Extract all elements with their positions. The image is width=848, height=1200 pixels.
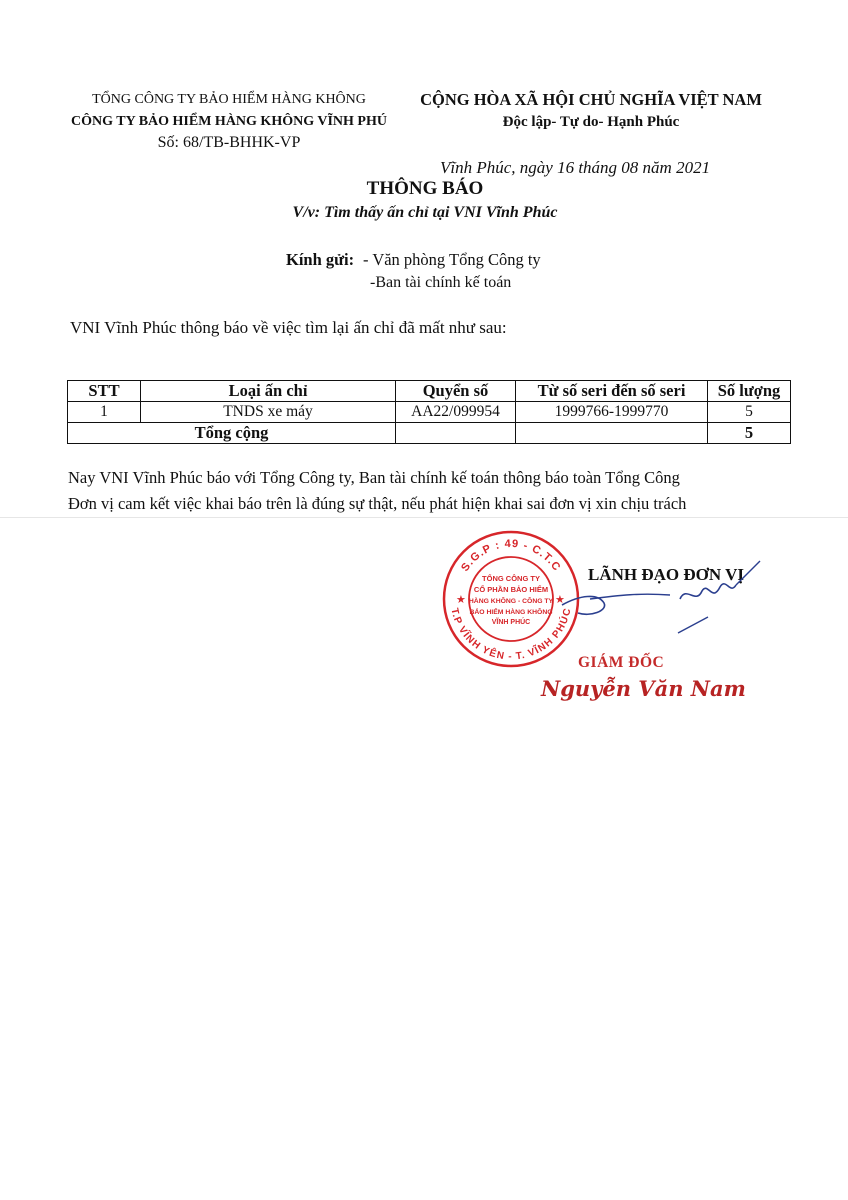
svg-text:TỔNG CÔNG TY: TỔNG CÔNG TY xyxy=(482,574,540,583)
header-serial-range: Từ số seri đến số seri xyxy=(516,381,708,402)
org-parent: TỔNG CÔNG TY BẢO HIỂM HÀNG KHÔNG xyxy=(92,92,366,107)
recipient-1: - Văn phòng Tổng Công ty xyxy=(363,250,541,269)
signer-position: GIÁM ĐỐC xyxy=(578,654,665,671)
svg-text:S.G.P : 49 - C.T.C: S.G.P : 49 - C.T.C xyxy=(459,537,563,574)
place-date: Vĩnh Phúc, ngày 16 tháng 08 năm 2021 xyxy=(440,158,711,177)
notice-subject: V/v: Tìm thấy ấn chỉ tại VNI Vĩnh Phúc xyxy=(292,204,558,221)
svg-text:★: ★ xyxy=(456,593,466,606)
national-title: CỘNG HÒA XÃ HỘI CHỦ NGHĨA VIỆT NAM xyxy=(420,90,762,109)
total-label: Tổng cộng xyxy=(68,423,396,444)
table-header-row xyxy=(68,381,791,402)
handwritten-signature xyxy=(560,555,780,645)
signer-name: Nguyễn Văn Nam xyxy=(541,676,746,701)
header-book-no: Quyển số xyxy=(396,381,516,402)
table-total-row xyxy=(68,423,791,444)
body-line-1: Nay VNI Vĩnh Phúc báo với Tổng Công ty, Ban tài chính kế toán thông báo toàn Tổng Công xyxy=(68,468,680,487)
table-row xyxy=(68,402,791,423)
notice-title: THÔNG BÁO xyxy=(366,178,484,199)
leader-label: LÃNH ĐẠO ĐƠN VỊ xyxy=(588,565,745,584)
intro-text: VNI Vĩnh Phúc thông báo về việc tìm lại ấn chỉ đã mất như sau: xyxy=(70,318,507,337)
cell-stt: 1 xyxy=(68,402,141,423)
header-type: Loại ấn chỉ xyxy=(141,381,396,402)
total-empty-1 xyxy=(396,423,516,444)
recipient-2: -Ban tài chính kế toán xyxy=(370,274,512,291)
cell-serial-range: 1999766-1999770 xyxy=(516,402,708,423)
national-motto: Độc lập- Tự do- Hạnh Phúc xyxy=(502,114,680,130)
cell-book-no: AA22/099954 xyxy=(396,402,516,423)
document-number: Số: 68/TB-BHHK-VP xyxy=(157,134,301,151)
org-name: CÔNG TY BẢO HIỂM HÀNG KHÔNG VĨNH PHÚ xyxy=(71,114,387,129)
cell-quantity: 5 xyxy=(708,402,791,423)
recipient-label: Kính gửi: xyxy=(286,250,355,269)
body-line-2: Đơn vị cam kết việc khai báo trên là đúng sự thật, nếu phát hiện khai sai đơn vị xin chịu trách xyxy=(68,494,687,513)
page-fold-line xyxy=(0,517,848,518)
svg-text:HÀNG KHÔNG - CÔNG TY: HÀNG KHÔNG - CÔNG TY xyxy=(468,598,554,605)
cell-type: TNDS xe máy xyxy=(141,402,396,423)
header-stt: STT xyxy=(68,381,141,402)
svg-text:VĨNH PHÚC: VĨNH PHÚC xyxy=(491,619,531,626)
svg-text:★: ★ xyxy=(555,593,565,606)
header-quantity: Số lượng xyxy=(708,381,791,402)
total-value: 5 xyxy=(708,423,791,444)
svg-text:BẢO HIỂM HÀNG KHÔNG: BẢO HIỂM HÀNG KHÔNG xyxy=(469,609,553,616)
svg-text:T.P VĨNH YÊN - T. VĨNH PHÚC: T.P VĨNH YÊN - T. VĨNH PHÚC xyxy=(448,607,574,663)
total-empty-2 xyxy=(516,423,708,444)
receipt-table xyxy=(67,380,791,444)
svg-text:CỔ PHẦN BẢO HIỂM: CỔ PHẦN BẢO HIỂM xyxy=(473,585,549,594)
